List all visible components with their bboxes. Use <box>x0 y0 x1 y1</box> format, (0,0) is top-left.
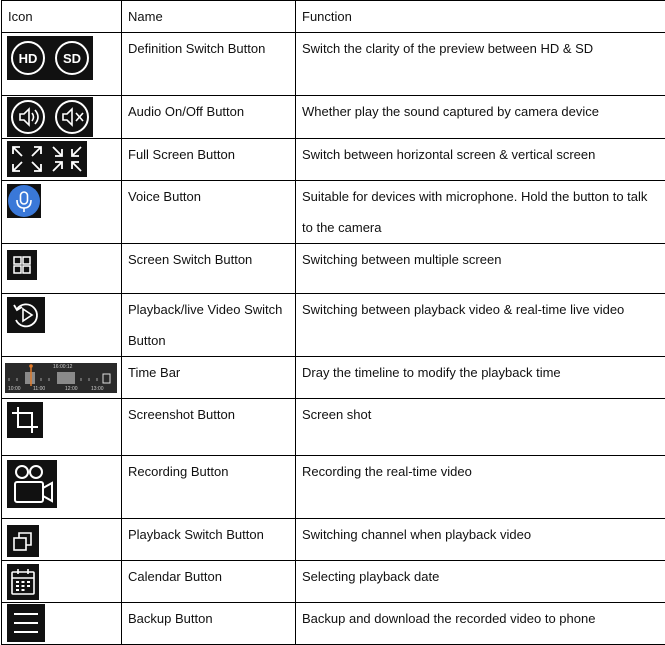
row-name: Playback Switch Button <box>122 519 296 561</box>
header-row <box>2 1 665 33</box>
icon-cell <box>2 139 122 181</box>
row-name: Voice Button <box>122 181 296 244</box>
timebar-tick: 10:00 <box>8 386 21 392</box>
calendar-icon <box>7 564 39 600</box>
icon-cell <box>2 181 122 244</box>
icon-cell <box>2 294 122 357</box>
row-name: Calendar Button <box>122 561 296 603</box>
table-row <box>2 456 665 519</box>
audio-on-off-icon <box>7 97 93 137</box>
header-icon: Icon <box>2 1 122 33</box>
table-row <box>2 33 665 96</box>
table-row <box>2 561 665 603</box>
table-row <box>2 139 665 181</box>
row-function: Screen shot <box>296 399 665 456</box>
row-name: Definition Switch Button <box>122 33 296 96</box>
row-name: Playback/live Video Switch Button <box>122 294 296 357</box>
menu-icon <box>7 604 45 642</box>
svg-text:HD: HD <box>18 51 38 66</box>
row-function: Whether play the sound captured by camera device <box>296 96 665 139</box>
row-function: Selecting playback date <box>296 561 665 603</box>
grid-icon <box>7 250 37 280</box>
timebar-icon <box>5 363 117 393</box>
table-row <box>2 294 665 357</box>
table-row <box>2 357 665 399</box>
icon-cell <box>2 519 122 561</box>
table-row <box>2 399 665 456</box>
header-name: Name <box>122 1 296 33</box>
hd-sd-icon <box>7 36 93 80</box>
table-row <box>2 244 665 294</box>
icon-cell <box>2 244 122 294</box>
replay-icon <box>7 297 45 333</box>
icon-cell <box>2 96 122 139</box>
row-name: Time Bar <box>122 357 296 399</box>
timebar-tick: 11:00 <box>33 386 46 392</box>
row-function: Switching between multiple screen <box>296 244 665 294</box>
row-function: Switch between horizontal screen & vertical screen <box>296 139 665 181</box>
table-row <box>2 603 665 645</box>
row-name: Full Screen Button <box>122 139 296 181</box>
row-name: Backup Button <box>122 603 296 645</box>
row-name: Screenshot Button <box>122 399 296 456</box>
copy-icon <box>7 525 39 557</box>
table-row <box>2 519 665 561</box>
timebar-tick: 13:00 <box>91 386 104 392</box>
row-name: Recording Button <box>122 456 296 519</box>
icon-cell <box>2 456 122 519</box>
row-function: Recording the real-time video <box>296 456 665 519</box>
row-name: Audio On/Off Button <box>122 96 296 139</box>
row-function: Suitable for devices with microphone. Hold the button to talk to the camera <box>296 181 665 244</box>
row-function: Dray the timeline to modify the playback time <box>296 357 665 399</box>
row-function: Switching between playback video & real-time live video <box>296 294 665 357</box>
video-camera-icon <box>7 460 57 508</box>
icon-cell <box>2 399 122 456</box>
row-function: Switch the clarity of the preview between HD & SD <box>296 33 665 96</box>
row-name: Screen Switch Button <box>122 244 296 294</box>
icon-cell <box>2 357 122 399</box>
icon-cell <box>2 561 122 603</box>
icon-function-table <box>1 0 665 645</box>
fullscreen-icon <box>7 141 87 177</box>
icon-cell <box>2 33 122 96</box>
row-function: Backup and download the recorded video to phone <box>296 603 665 645</box>
timebar-tick: 12:00 <box>65 386 78 392</box>
microphone-icon <box>7 184 41 218</box>
table-row <box>2 181 665 244</box>
table-row <box>2 96 665 139</box>
header-function: Function <box>296 1 665 33</box>
icon-cell <box>2 603 122 645</box>
svg-text:SD: SD <box>62 51 82 66</box>
timebar-label: 16:00:12 <box>53 364 73 370</box>
crop-icon <box>7 402 43 438</box>
row-function: Switching channel when playback video <box>296 519 665 561</box>
